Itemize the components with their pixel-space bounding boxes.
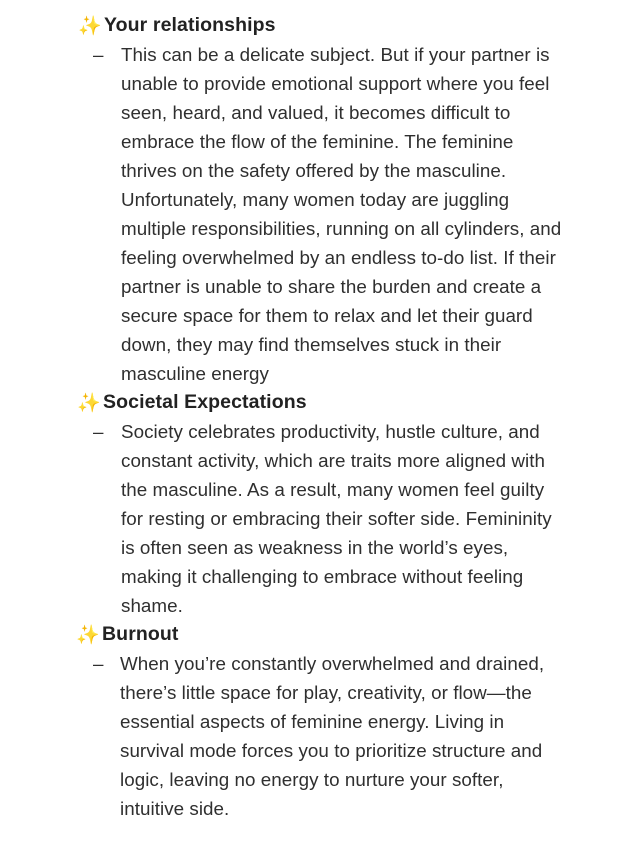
dash-bullet: – [93,44,104,65]
section-heading [0,620,640,649]
list-item [0,417,640,620]
sparkles-icon: ✨ [78,15,102,37]
list-item [0,40,640,388]
section-title: Your relationships [104,14,276,36]
section-burnout [0,620,640,823]
dash-bullet: – [93,653,104,674]
list-item-text: This can be a delicate subject. But if your partner is unable to provide emotional support where you feel seen, heard, and valued, it becomes difficult to embrace the flow of the feminine. The feminine thrives on the safety offered by the masculine. Unfortunately, many women today are juggling multiple responsibilities, running on all cylinders, and feeling overwhelmed by an endless to-do list. If their partner is unable to share the burden and create a secure space for them to relax and let their guard down, they may find themselves stuck in their masculine energy [121,44,562,384]
section-societal-expectations [0,388,640,620]
list-item [0,649,640,823]
list-item-text: When you’re constantly overwhelmed and drained, there’s little space for play, creativity, or flow—the essential aspects of feminine energy. Living in survival mode forces you to prioritize structure and logic, leaving no energy to nurture your softer, intuitive side. [120,653,545,819]
section-heading [0,388,640,417]
section-your-relationships [0,11,640,388]
dash-bullet: – [93,421,104,442]
section-title: Burnout [102,623,179,645]
sparkles-icon: ✨ [77,392,101,414]
section-heading [0,11,640,40]
sparkles-icon: ✨ [76,624,100,646]
section-title: Societal Expectations [103,391,307,413]
list-item-text: Society celebrates productivity, hustle culture, and constant activity, which are traits more aligned with the masculine. As a result, many women feel guilty for resting or embracing their softer side. Femininity is often seen as weakness in the world’s eyes, making it challenging to embrace without feeling shame. [121,421,552,616]
